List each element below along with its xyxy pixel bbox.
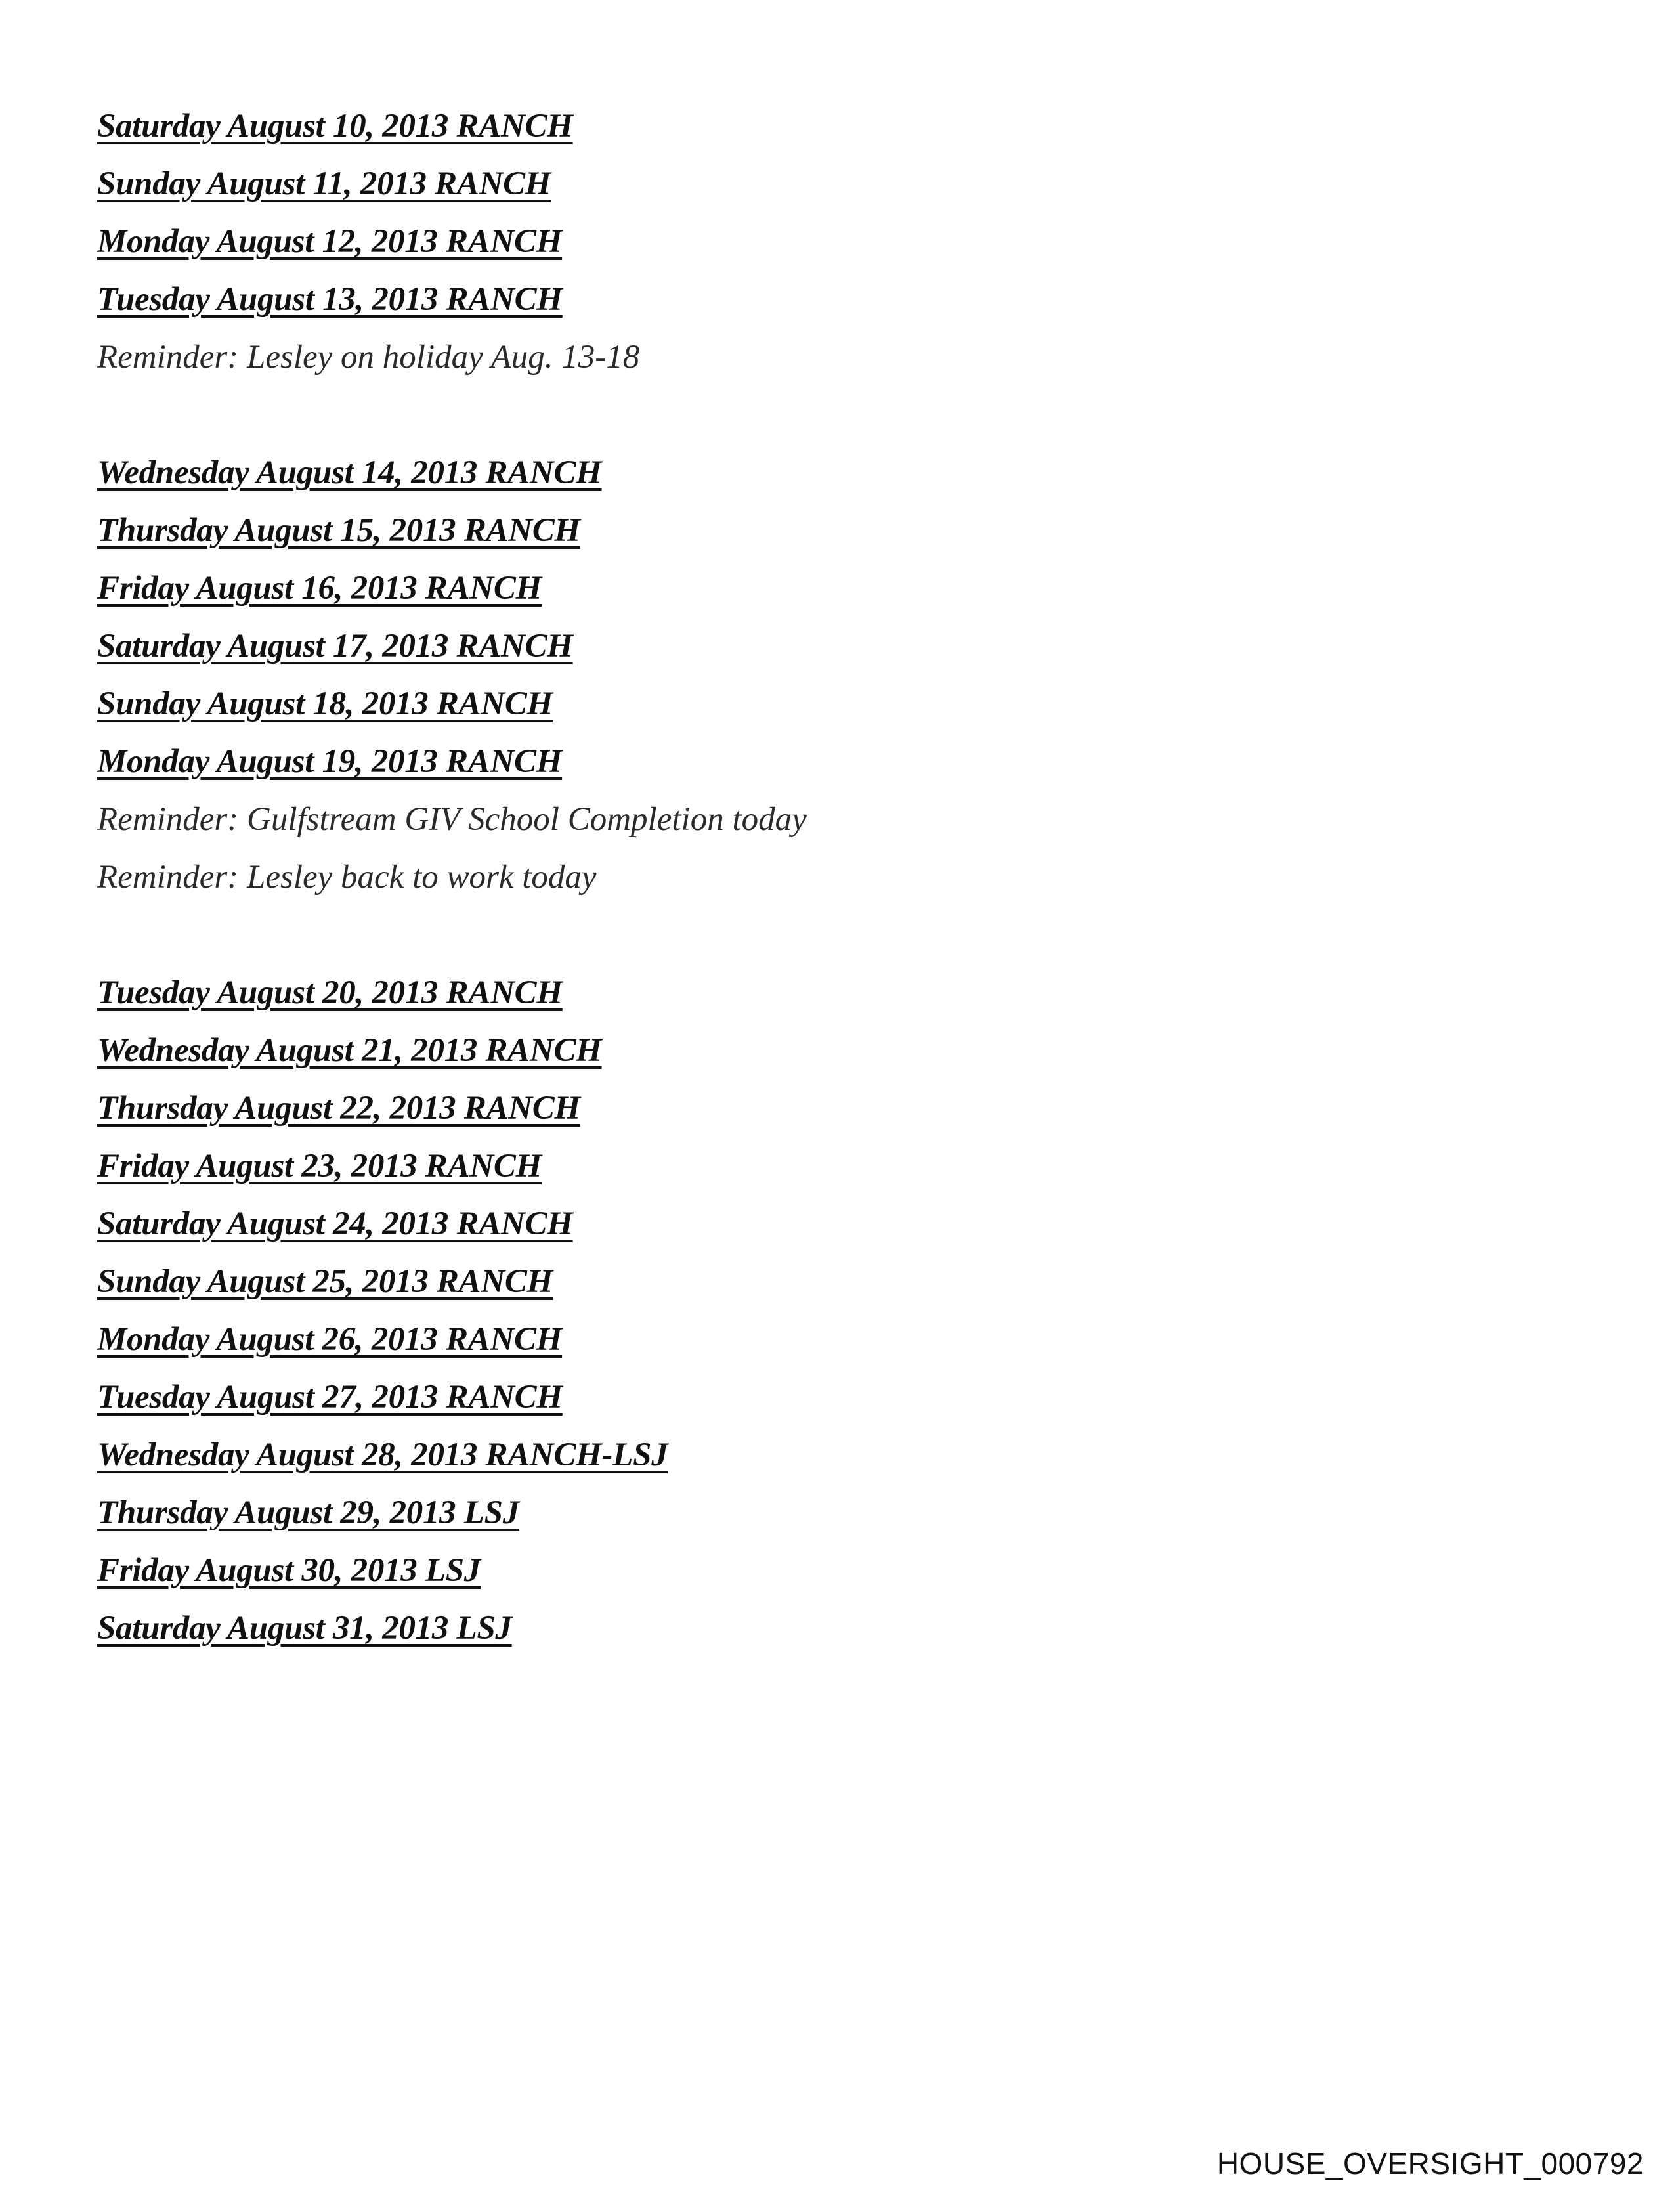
schedule-entry: Monday August 12, 2013 RANCH	[97, 223, 563, 260]
schedule-entry: Sunday August 25, 2013 RANCH	[97, 1263, 553, 1300]
schedule-entry: Saturday August 10, 2013 RANCH	[97, 108, 573, 144]
reminder-note: Reminder: Lesley on holiday Aug. 13-18	[97, 339, 640, 376]
schedule-entry: Wednesday August 28, 2013 RANCH-LSJ	[97, 1437, 668, 1473]
schedule-entry: Tuesday August 27, 2013 RANCH	[97, 1379, 563, 1416]
schedule-entry: Friday August 23, 2013 RANCH	[97, 1148, 542, 1184]
schedule-entry: Wednesday August 14, 2013 RANCH	[97, 454, 602, 491]
schedule-entry: Monday August 26, 2013 RANCH	[97, 1321, 563, 1358]
schedule-page	[97, 97, 1574, 1657]
schedule-entry: Wednesday August 21, 2013 RANCH	[97, 1032, 602, 1069]
schedule-entry: Thursday August 22, 2013 RANCH	[97, 1090, 580, 1127]
group-spacer	[97, 906, 1574, 964]
schedule-entry: Sunday August 18, 2013 RANCH	[97, 685, 553, 722]
schedule-entry: Tuesday August 13, 2013 RANCH	[97, 281, 563, 318]
schedule-entry: Monday August 19, 2013 RANCH	[97, 743, 563, 780]
schedule-entry: Thursday August 29, 2013 LSJ	[97, 1494, 519, 1531]
schedule-entry: Saturday August 17, 2013 RANCH	[97, 628, 573, 664]
schedule-entry: Friday August 30, 2013 LSJ	[97, 1552, 481, 1589]
schedule-entry: Saturday August 24, 2013 RANCH	[97, 1205, 573, 1242]
schedule-entry: Thursday August 15, 2013 RANCH	[97, 512, 580, 549]
bates-number: HOUSE_OVERSIGHT_000792	[1216, 2146, 1644, 2180]
schedule-entry: Tuesday August 20, 2013 RANCH	[97, 974, 563, 1011]
schedule-entry: Friday August 16, 2013 RANCH	[97, 570, 542, 607]
group-spacer	[97, 386, 1574, 444]
schedule-entry: Sunday August 11, 2013 RANCH	[97, 165, 551, 202]
reminder-note: Reminder: Lesley back to work today	[97, 859, 597, 896]
reminder-note: Reminder: Gulfstream GIV School Completion today	[97, 801, 807, 838]
schedule-entry: Saturday August 31, 2013 LSJ	[97, 1610, 512, 1647]
